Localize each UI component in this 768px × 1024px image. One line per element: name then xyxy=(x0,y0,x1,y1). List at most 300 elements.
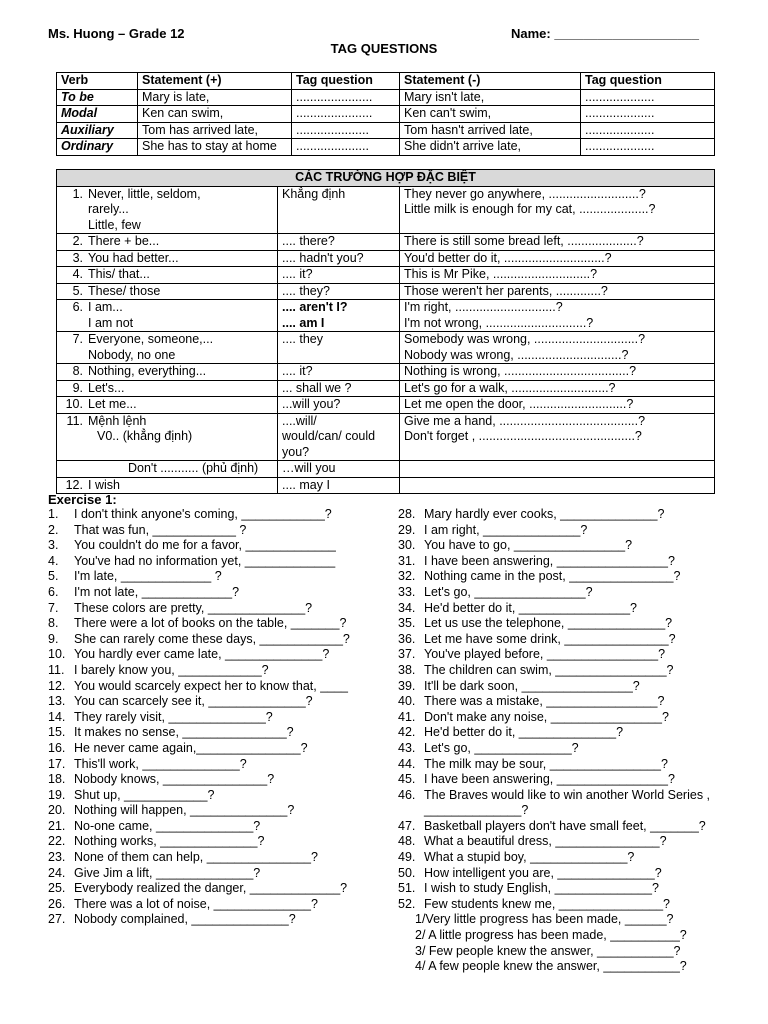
tag-line: …will you xyxy=(282,461,336,475)
rule-number: 12. xyxy=(65,477,83,492)
example-line: Somebody was wrong, ..............................? xyxy=(404,332,646,346)
rule-line xyxy=(61,284,273,300)
tag-line: .... they xyxy=(282,332,323,346)
item-number: 39. xyxy=(398,678,416,693)
tag-cell xyxy=(278,364,400,381)
item-text: I am right, ______________? xyxy=(424,522,588,537)
item-text: The children can swim, ________________? xyxy=(424,662,674,677)
exercise-item xyxy=(48,757,388,773)
item-text: Let's go, ______________? xyxy=(424,740,579,755)
table-row xyxy=(57,267,715,284)
item-text: The milk may be sour, ________________? xyxy=(424,756,668,771)
item-text: Few students knew me, _______________? xyxy=(424,896,671,911)
tag-cell xyxy=(278,300,400,332)
table-row xyxy=(57,397,715,414)
rule-line: rarely... xyxy=(88,202,129,216)
item-text: You couldn't do me for a favor, _____________ xyxy=(74,538,336,553)
exercise-item xyxy=(398,772,728,788)
item-number: 12. xyxy=(48,678,66,693)
exercise-item xyxy=(48,772,388,788)
rule-text: Let's... xyxy=(88,380,125,395)
table-row xyxy=(57,332,715,364)
rule-text: These/ those xyxy=(88,283,161,298)
exercise-item xyxy=(398,850,728,866)
rule-text: There + be... xyxy=(88,234,160,248)
item-number: 24. xyxy=(48,865,66,880)
tag-line: .... there? xyxy=(282,234,335,248)
rule-number: 9. xyxy=(72,380,83,395)
item-text: You've had no information yet, _____________ xyxy=(74,553,336,568)
example-cell xyxy=(400,267,715,284)
example-cell xyxy=(400,461,715,478)
item-number: 11. xyxy=(48,662,65,677)
item-number: 4. xyxy=(48,553,59,568)
rule-number: 3. xyxy=(72,250,83,265)
exercise-item xyxy=(48,569,388,585)
sub-item: 4/ A few people knew the answer, ___________? xyxy=(415,959,687,974)
item-text: No-one came, ______________? xyxy=(74,818,261,833)
item-text: Basketball players don't have small feet, _______? xyxy=(424,818,706,833)
header-cell: Verb xyxy=(57,73,138,90)
exercise-item xyxy=(48,710,388,726)
rule-text: Nothing, everything... xyxy=(88,364,207,378)
item-text: She can rarely come these days, ____________? xyxy=(74,631,350,646)
tag-line: .... it? xyxy=(282,364,313,378)
exercise-item xyxy=(48,819,388,835)
item-text: Don't make any noise, ________________? xyxy=(424,709,669,724)
table-row xyxy=(57,186,715,234)
rule-text: Don't ........... (phủ định) xyxy=(128,461,259,475)
exercise-item xyxy=(48,554,388,570)
item-number: 50. xyxy=(398,865,416,880)
example-line: Those weren't her parents, .............? xyxy=(404,283,608,298)
item-text: You can scarcely see it, ______________? xyxy=(74,694,313,709)
exercise-left-column xyxy=(48,507,388,928)
rule-text: I wish xyxy=(88,477,120,492)
exercise-item xyxy=(398,632,728,648)
item-text: You've played before, ________________? xyxy=(424,647,666,662)
item-text: Let us use the telephone, ______________? xyxy=(424,616,673,631)
item-text: Nothing will happen, ______________? xyxy=(74,803,295,818)
exercise-item xyxy=(398,725,728,741)
rule-cell xyxy=(57,186,278,234)
example-line: Let me open the door, ............................? xyxy=(404,397,634,411)
item-text: Give Jim a lift, ______________? xyxy=(74,865,261,880)
item-text: I'm not late, _____________? xyxy=(74,584,240,599)
table-cell: ...................... xyxy=(292,106,400,123)
table-row xyxy=(57,139,715,156)
table-cell: ..................... xyxy=(292,122,400,139)
table-row xyxy=(57,300,715,332)
tag-line: would/can/ could xyxy=(282,429,376,443)
example-line: You'd better do it, .............................? xyxy=(404,250,612,265)
example-cell xyxy=(400,300,715,332)
exercise-item xyxy=(48,616,388,632)
exercise-title: Exercise 1: xyxy=(48,492,117,507)
item-number: 21. xyxy=(48,818,66,833)
rule-number: 2. xyxy=(72,234,83,248)
exercise-item xyxy=(398,647,728,663)
rule-line: Little, few xyxy=(88,217,141,232)
table-row xyxy=(57,413,715,461)
exercise-item xyxy=(48,585,388,601)
rule-text: This/ that... xyxy=(88,267,150,281)
header-cell: Statement (+) xyxy=(138,73,292,90)
item-number: 15. xyxy=(48,725,66,740)
rule-line xyxy=(61,478,273,494)
rule-cell xyxy=(57,380,278,397)
example-line: Let's go for a walk, ............................? xyxy=(404,380,616,395)
item-number: 2. xyxy=(48,522,59,537)
exercise-item xyxy=(398,663,728,679)
special-cases-table xyxy=(56,169,715,494)
exercise-item xyxy=(48,538,388,554)
item-text: It'll be dark soon, ________________? xyxy=(424,678,640,693)
item-number: 16. xyxy=(48,740,66,755)
item-number: 42. xyxy=(398,725,416,740)
exercise-item xyxy=(48,912,388,928)
item-number: 36. xyxy=(398,631,416,646)
exercise-item xyxy=(398,585,728,601)
rule-line xyxy=(61,187,273,203)
item-text: You hardly ever came late, ______________? xyxy=(74,647,330,662)
table-row xyxy=(57,89,715,106)
item-number: 37. xyxy=(398,647,416,662)
item-text: Mary hardly ever cooks, ______________? xyxy=(424,507,665,521)
sub-item: 2/ A little progress has been made, __________? xyxy=(415,928,687,943)
exercise-item xyxy=(398,538,728,554)
item-text: That was fun, ____________ ? xyxy=(74,522,247,537)
exercise-item xyxy=(398,554,728,570)
tag-line: .... it? xyxy=(282,267,313,281)
item-text: There was a lot of noise, ______________? xyxy=(74,896,318,911)
item-number: 40. xyxy=(398,694,416,709)
item-text: I'm late, _____________ ? xyxy=(74,569,222,584)
tag-cell xyxy=(278,461,400,478)
item-number: 17. xyxy=(48,756,66,771)
example-cell xyxy=(400,397,715,414)
table-cell: ..................... xyxy=(292,139,400,156)
table-row xyxy=(57,461,715,478)
rule-number: 8. xyxy=(72,364,83,378)
item-number: 49. xyxy=(398,850,416,865)
item-number: 35. xyxy=(398,616,416,631)
item-number: 48. xyxy=(398,834,416,849)
example-cell xyxy=(400,186,715,234)
sub-item: 1/Very little progress has been made, ______? xyxy=(415,912,674,927)
exercise-item xyxy=(398,757,728,773)
item-text: Nothing came in the post, _______________? xyxy=(424,569,681,584)
rule-line: V0.. (khẳng định) xyxy=(97,429,193,443)
tag-line: ... shall we ? xyxy=(282,380,352,395)
table-header-row xyxy=(57,73,715,90)
header-cell: Statement (-) xyxy=(400,73,581,90)
item-number: 22. xyxy=(48,834,66,849)
exercise-item xyxy=(398,897,728,913)
tag-cell xyxy=(278,332,400,364)
table-cell: She has to stay at home xyxy=(138,139,292,156)
rule-line: Nobody, no one xyxy=(88,347,176,362)
example-line: I'm right, .............................? xyxy=(404,300,563,314)
rule-cell xyxy=(57,332,278,364)
name-field-label: Name: ____________________ xyxy=(511,26,699,41)
item-text: He never came again,_______________? xyxy=(74,740,308,755)
exercise-item xyxy=(398,710,728,726)
header-cell: Tag question xyxy=(581,73,715,90)
rule-line: I am not xyxy=(88,315,134,330)
exercise-item xyxy=(48,741,388,757)
rule-number: 1. xyxy=(72,186,83,201)
item-number: 27. xyxy=(48,912,66,927)
item-number: 19. xyxy=(48,787,66,802)
exercise-item xyxy=(48,632,388,648)
exercise-item xyxy=(48,725,388,741)
item-number: 29. xyxy=(398,522,416,537)
item-text: Nothing works, ______________? xyxy=(74,834,265,849)
item-text: How intelligent you are, ______________? xyxy=(424,865,662,880)
item-text: What a stupid boy, ______________? xyxy=(424,850,635,865)
example-line: Little milk is enough for my cat, ....................? xyxy=(404,202,656,216)
item-text: Shut up, ____________? xyxy=(74,787,215,802)
rule-number: 7. xyxy=(72,332,83,346)
rule-number: 11. xyxy=(66,413,83,428)
item-text: None of them can help, _______________? xyxy=(74,850,318,865)
rule-line xyxy=(61,364,273,380)
item-number: 7. xyxy=(48,600,59,615)
item-text: You would scarcely expect her to know that, ____ xyxy=(74,678,349,693)
tag-line: .... am I xyxy=(282,315,325,330)
exercise-item xyxy=(398,523,728,539)
item-number: 46. xyxy=(398,787,416,802)
tag-line: .... hadn't you? xyxy=(282,250,364,265)
example-cell xyxy=(400,380,715,397)
item-number: 28. xyxy=(398,507,416,521)
verb-cell: Ordinary xyxy=(57,139,138,156)
verb-cell: Auxiliary xyxy=(57,122,138,139)
table-cell: Mary isn't late, xyxy=(400,89,581,106)
table-cell: Ken can swim, xyxy=(138,106,292,123)
table-cell: Tom has arrived late, xyxy=(138,122,292,139)
tag-line: .... may I xyxy=(282,477,330,492)
tag-line: ...will you? xyxy=(282,397,341,411)
exercise-item xyxy=(48,866,388,882)
item-text: I have been answering, ________________? xyxy=(424,772,675,787)
table-row xyxy=(57,122,715,139)
rule-line xyxy=(61,461,273,477)
tag-line: .... aren't I? xyxy=(282,300,348,314)
item-text: There was a mistake, ________________? xyxy=(424,694,665,709)
table-row xyxy=(57,283,715,300)
item-number: 26. xyxy=(48,896,66,911)
item-number: 41. xyxy=(398,709,416,724)
tag-cell xyxy=(278,413,400,461)
exercise-item xyxy=(398,616,728,632)
tag-line: .... they? xyxy=(282,283,330,298)
item-number: 18. xyxy=(48,772,66,787)
header-cell: Tag question xyxy=(292,73,400,90)
rule-number: 6. xyxy=(72,300,83,314)
exercise-item xyxy=(398,679,728,695)
table-row xyxy=(57,380,715,397)
table-row xyxy=(57,364,715,381)
item-text: He'd better do it, ________________? xyxy=(424,600,637,615)
example-cell xyxy=(400,332,715,364)
table-cell: She didn't arrive late, xyxy=(400,139,581,156)
exercise-item xyxy=(48,834,388,850)
exercise-item xyxy=(48,647,388,663)
exercise-item xyxy=(48,601,388,617)
exercise-item xyxy=(398,788,728,819)
rule-line xyxy=(61,397,273,413)
exercise-item xyxy=(48,523,388,539)
rule-line xyxy=(61,414,273,430)
rule-text: Let me... xyxy=(88,397,137,411)
exercise-item xyxy=(398,507,728,523)
verb-cell: To be xyxy=(57,89,138,106)
table-cell: Ken can't swim, xyxy=(400,106,581,123)
rule-cell xyxy=(57,267,278,284)
item-number: 8. xyxy=(48,616,59,631)
example-cell xyxy=(400,364,715,381)
section-header-row xyxy=(57,170,715,187)
sub-item: 3/ Few people knew the answer, ___________? xyxy=(415,943,681,958)
example-line: Don't forget , .............................................? xyxy=(404,429,642,443)
item-text: These colors are pretty, ______________? xyxy=(74,600,313,615)
item-text: I wish to study English, ______________? xyxy=(424,881,659,896)
example-cell xyxy=(400,250,715,267)
table-row xyxy=(57,234,715,251)
rule-number: 10. xyxy=(65,397,83,411)
item-text: I have been answering, ________________? xyxy=(424,553,675,568)
rule-text: Mệnh lệnh xyxy=(88,413,147,428)
exercise-item xyxy=(48,897,388,913)
item-number: 44. xyxy=(398,756,416,771)
item-number: 1. xyxy=(48,507,59,521)
item-number: 3. xyxy=(48,538,59,553)
item-text: Nobody complained, ______________? xyxy=(74,912,296,927)
tag-cell xyxy=(278,380,400,397)
item-number: 13. xyxy=(48,694,66,709)
exercise-item xyxy=(398,834,728,850)
rule-line xyxy=(61,300,273,316)
example-cell xyxy=(400,283,715,300)
exercise-item xyxy=(48,850,388,866)
rule-cell xyxy=(57,234,278,251)
item-number: 6. xyxy=(48,584,59,599)
exercise-item xyxy=(398,694,728,710)
tag-cell xyxy=(278,477,400,494)
rule-cell xyxy=(57,461,278,478)
example-line: Give me a hand, ........................................? xyxy=(404,413,646,428)
rule-cell xyxy=(57,283,278,300)
example-line: Nobody was wrong, ..............................? xyxy=(404,347,629,362)
item-text: They rarely visit, ______________? xyxy=(74,709,273,724)
tag-line: ....will/ xyxy=(282,413,317,428)
item-text: He'd better do it, ______________? xyxy=(424,725,624,740)
example-line: They never go anywhere, ..........................? xyxy=(404,186,646,201)
exercise-item xyxy=(398,881,728,897)
tag-line: you? xyxy=(282,444,310,459)
item-text: You have to go, ________________? xyxy=(424,538,633,553)
tag-cell xyxy=(278,250,400,267)
table-cell: Tom hasn't arrived late, xyxy=(400,122,581,139)
item-text: This'll work, ______________? xyxy=(74,756,247,771)
exercise-item xyxy=(48,788,388,804)
exercise-item xyxy=(398,741,728,757)
item-text: I barely know you, ____________? xyxy=(74,662,269,677)
table-cell: .................... xyxy=(581,106,715,123)
rule-text: You had better... xyxy=(88,250,179,265)
rule-cell xyxy=(57,300,278,332)
teacher-grade-label: Ms. Huong – Grade 12 xyxy=(48,26,185,41)
item-number: 10. xyxy=(48,647,66,662)
exercise-item xyxy=(48,694,388,710)
item-number: 51. xyxy=(398,881,416,896)
item-number: 45. xyxy=(398,772,416,787)
example-line: I'm not wrong, .............................? xyxy=(404,315,594,330)
exercise-item xyxy=(398,819,728,835)
rule-line xyxy=(61,381,273,397)
rule-number: 4. xyxy=(72,267,83,281)
rule-cell xyxy=(57,397,278,414)
item-number: 23. xyxy=(48,850,66,865)
tag-cell xyxy=(278,283,400,300)
example-cell xyxy=(400,477,715,494)
item-text: Everybody realized the danger, _____________? xyxy=(74,881,348,896)
rule-cell xyxy=(57,364,278,381)
exercise-item xyxy=(48,663,388,679)
item-number: 5. xyxy=(48,569,59,584)
example-line: There is still some bread left, ....................? xyxy=(404,234,644,248)
tag-cell xyxy=(278,267,400,284)
table-cell: ...................... xyxy=(292,89,400,106)
exercise-item xyxy=(398,601,728,617)
rule-text: I am... xyxy=(88,300,123,314)
item-text: It makes no sense, _______________? xyxy=(74,725,294,740)
table-row xyxy=(57,106,715,123)
table-cell: Mary is late, xyxy=(138,89,292,106)
item-number: 33. xyxy=(398,584,416,599)
rule-line xyxy=(61,332,273,348)
item-text: There were a lot of books on the table, _______? xyxy=(74,616,347,631)
tag-question-basic-table xyxy=(56,72,715,156)
tag-cell xyxy=(278,186,400,234)
table-cell: .................... xyxy=(581,122,715,139)
tag-cell xyxy=(278,234,400,251)
exercise-item xyxy=(48,679,388,695)
example-cell xyxy=(400,234,715,251)
item-text: Let's go, ________________? xyxy=(424,584,593,599)
rule-line xyxy=(61,251,273,267)
item-number: 38. xyxy=(398,662,416,677)
item-text: Nobody knows, _______________? xyxy=(74,772,275,787)
exercise-item xyxy=(48,881,388,897)
exercise-item xyxy=(398,569,728,585)
item-number: 20. xyxy=(48,803,66,818)
section-title: CÁC TRƯỜNG HỢP ĐẶC BIỆT xyxy=(57,170,715,187)
item-number: 43. xyxy=(398,740,416,755)
page-title: TAG QUESTIONS xyxy=(330,41,438,56)
item-number: 25. xyxy=(48,881,66,896)
example-cell xyxy=(400,413,715,461)
table-cell: .................... xyxy=(581,139,715,156)
rule-line xyxy=(61,234,273,250)
rule-text: Never, little, seldom, xyxy=(88,186,201,201)
item-text: The Braves would like to win another World Series , ______________? xyxy=(424,787,711,818)
table-row xyxy=(57,477,715,494)
item-number: 14. xyxy=(48,709,66,724)
table-row xyxy=(57,250,715,267)
